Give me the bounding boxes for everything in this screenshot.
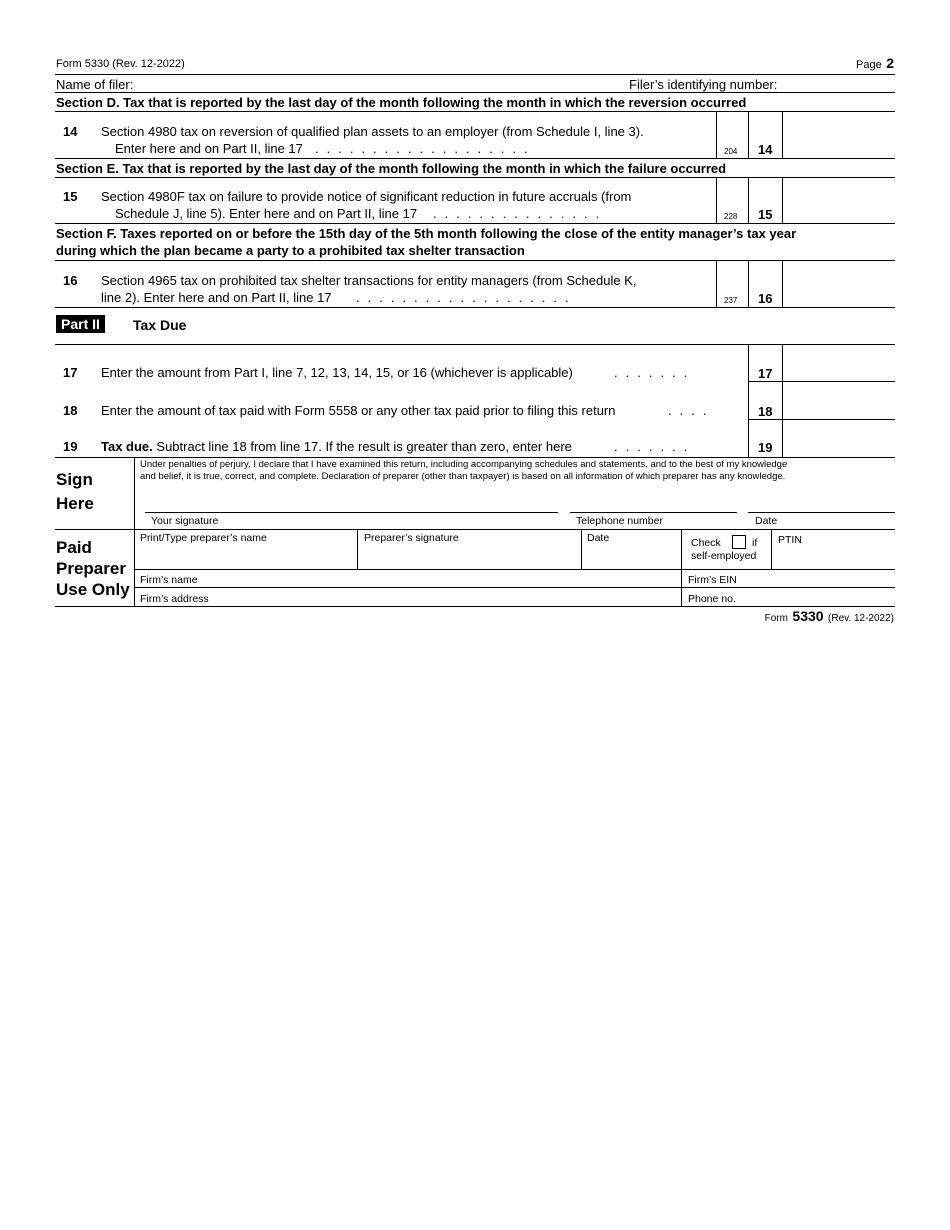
line-15-amount-field[interactable] [783,178,894,222]
use-only-heading: Use Only [56,580,130,599]
line-16-number: 16 [63,273,78,288]
section-d-title: Section D. Tax that is reported by the last day of the month following the month in which the reversion occurred [56,95,747,110]
filer-id-label: Filer’s identifying number: [629,77,778,92]
preparer-date-label: Date [587,532,610,544]
page-number: 2 [886,55,894,71]
preparer-signature-field[interactable] [359,546,579,568]
your-signature-field[interactable] [145,492,558,512]
line-14-text-2: Enter here and on Part II, line 17 [115,141,303,156]
line-17-box-label: 17 [758,366,773,381]
line-16-code: 237 [724,296,738,305]
part-2-tag-label: Part II [56,315,105,333]
part-2-title: Tax Due [133,317,187,333]
line-19-number: 19 [63,439,78,454]
firm-ein-field[interactable] [745,571,893,586]
line-18-text: Enter the amount of tax paid with Form 5558 or any other tax paid prior to filing this return [101,403,616,418]
sign-date-label: Date [755,515,778,527]
leader-dots: ............... [433,206,608,221]
firm-name-field[interactable] [200,571,678,586]
form-revision: Form 5330 (Rev. 12-2022) [56,58,185,70]
firm-address-field[interactable] [215,589,678,605]
line-19-box-label: 19 [758,440,773,455]
line-14-amount-field[interactable] [783,112,894,157]
part-2-tag [56,316,105,334]
footer-form-id [765,608,894,626]
firm-name-label: Firm’s name [140,574,198,586]
perjury-line-1: Under penalties of perjury, I declare that I have examined this return, including accompanying schedules and statements, and to the best of my knowledge [140,459,788,470]
sign-heading: Sign [56,470,93,489]
self-employed-checkbox[interactable] [732,535,746,549]
line-15-text-2: Schedule J, line 5). Enter here and on Part II, line 17 [115,206,418,221]
section-f-title: Section F. Taxes reported on or before the 15th day of the 5th month following the close of the entity manager’s tax year [56,226,797,241]
line-14-box-label: 14 [758,142,773,157]
preparer-signature-label: Preparer’s signature [364,532,459,544]
leader-dots: ....... [614,439,696,454]
line-17-number: 17 [63,365,78,380]
line-15-code: 228 [724,212,738,221]
leader-dots: ....... [614,365,696,380]
preparer-date-field[interactable] [583,546,679,568]
footer-form-word: Form [764,613,788,624]
perjury-line-2: and belief, it is true, correct, and complete. Declaration of preparer (other than taxpayer) is based on all information of which preparer has any knowledge. [140,471,786,482]
line-16-text: Section 4965 tax on prohibited tax shelter transactions for entity managers (from Schedule K, [101,273,637,288]
ptin-label: PTIN [778,534,802,546]
line-17-amount-field[interactable] [783,345,894,381]
paid-heading: Paid [56,538,92,557]
phone-field[interactable] [745,589,893,605]
section-e-title: Section E. Tax that is reported by the last day of the month following the month in which the failure occurred [56,161,727,176]
name-of-filer-field[interactable] [140,76,620,92]
line-19-amount-field[interactable] [783,420,894,456]
name-of-filer-label: Name of filer: [56,77,134,92]
line-18-number: 18 [63,403,78,418]
telephone-label: Telephone number [576,515,663,527]
footer-revision: (Rev. 12-2022) [828,613,894,624]
footer-form-number: 5330 [792,608,824,624]
perjury-statement [140,459,787,483]
line-15-number: 15 [63,189,78,204]
line-18-amount-field[interactable] [783,382,894,418]
line-16-text-2: line 2). Enter here and on Part II, line 17 [101,290,332,305]
line-19-text [101,439,572,454]
leader-dots: .... [668,403,715,418]
firm-ein-label: Firm’s EIN [688,574,737,586]
here-heading: Here [56,494,94,513]
line-16-amount-field[interactable] [783,261,894,306]
telephone-field[interactable] [570,492,737,512]
line-15-text: Section 4980F tax on failure to provide notice of significant reduction in future accruals (from [101,189,632,204]
line-14-text: Section 4980 tax on reversion of qualified plan assets to an employer (from Schedule I, line 3). [101,124,644,139]
line-19-bold: Tax due. [101,439,153,454]
leader-dots: ................... [356,290,577,305]
if-label: if [752,537,758,549]
line-14-code: 204 [724,147,738,156]
preparer-name-field[interactable] [136,546,355,568]
page-label: Page [856,59,882,71]
page-indicator [856,55,894,73]
leader-dots: ................... [315,141,536,156]
line-17-text: Enter the amount from Part I, line 7, 12, 13, 14, 15, or 16 (whichever is applicable) [101,365,573,380]
firm-address-label: Firm’s address [140,593,209,605]
section-f-title-2: during which the plan became a party to a prohibited tax shelter transaction [56,243,525,258]
check-label: Check [691,537,721,549]
your-signature-label: Your signature [151,515,219,527]
filer-id-field[interactable] [792,76,892,92]
self-employed-label: self-employed [691,550,757,562]
sign-date-field[interactable] [748,492,895,512]
preparer-heading: Preparer [56,559,126,578]
line-15-box-label: 15 [758,207,773,222]
phone-label: Phone no. [688,593,736,605]
line-16-box-label: 16 [758,291,773,306]
paid-preparer-heading [56,537,130,600]
line-19-rest: Subtract line 18 from line 17. If the result is greater than zero, enter here [152,439,572,454]
preparer-name-label: Print/Type preparer’s name [140,532,267,544]
ptin-field[interactable] [773,548,893,568]
line-18-box-label: 18 [758,404,773,419]
line-14-number: 14 [63,124,78,139]
